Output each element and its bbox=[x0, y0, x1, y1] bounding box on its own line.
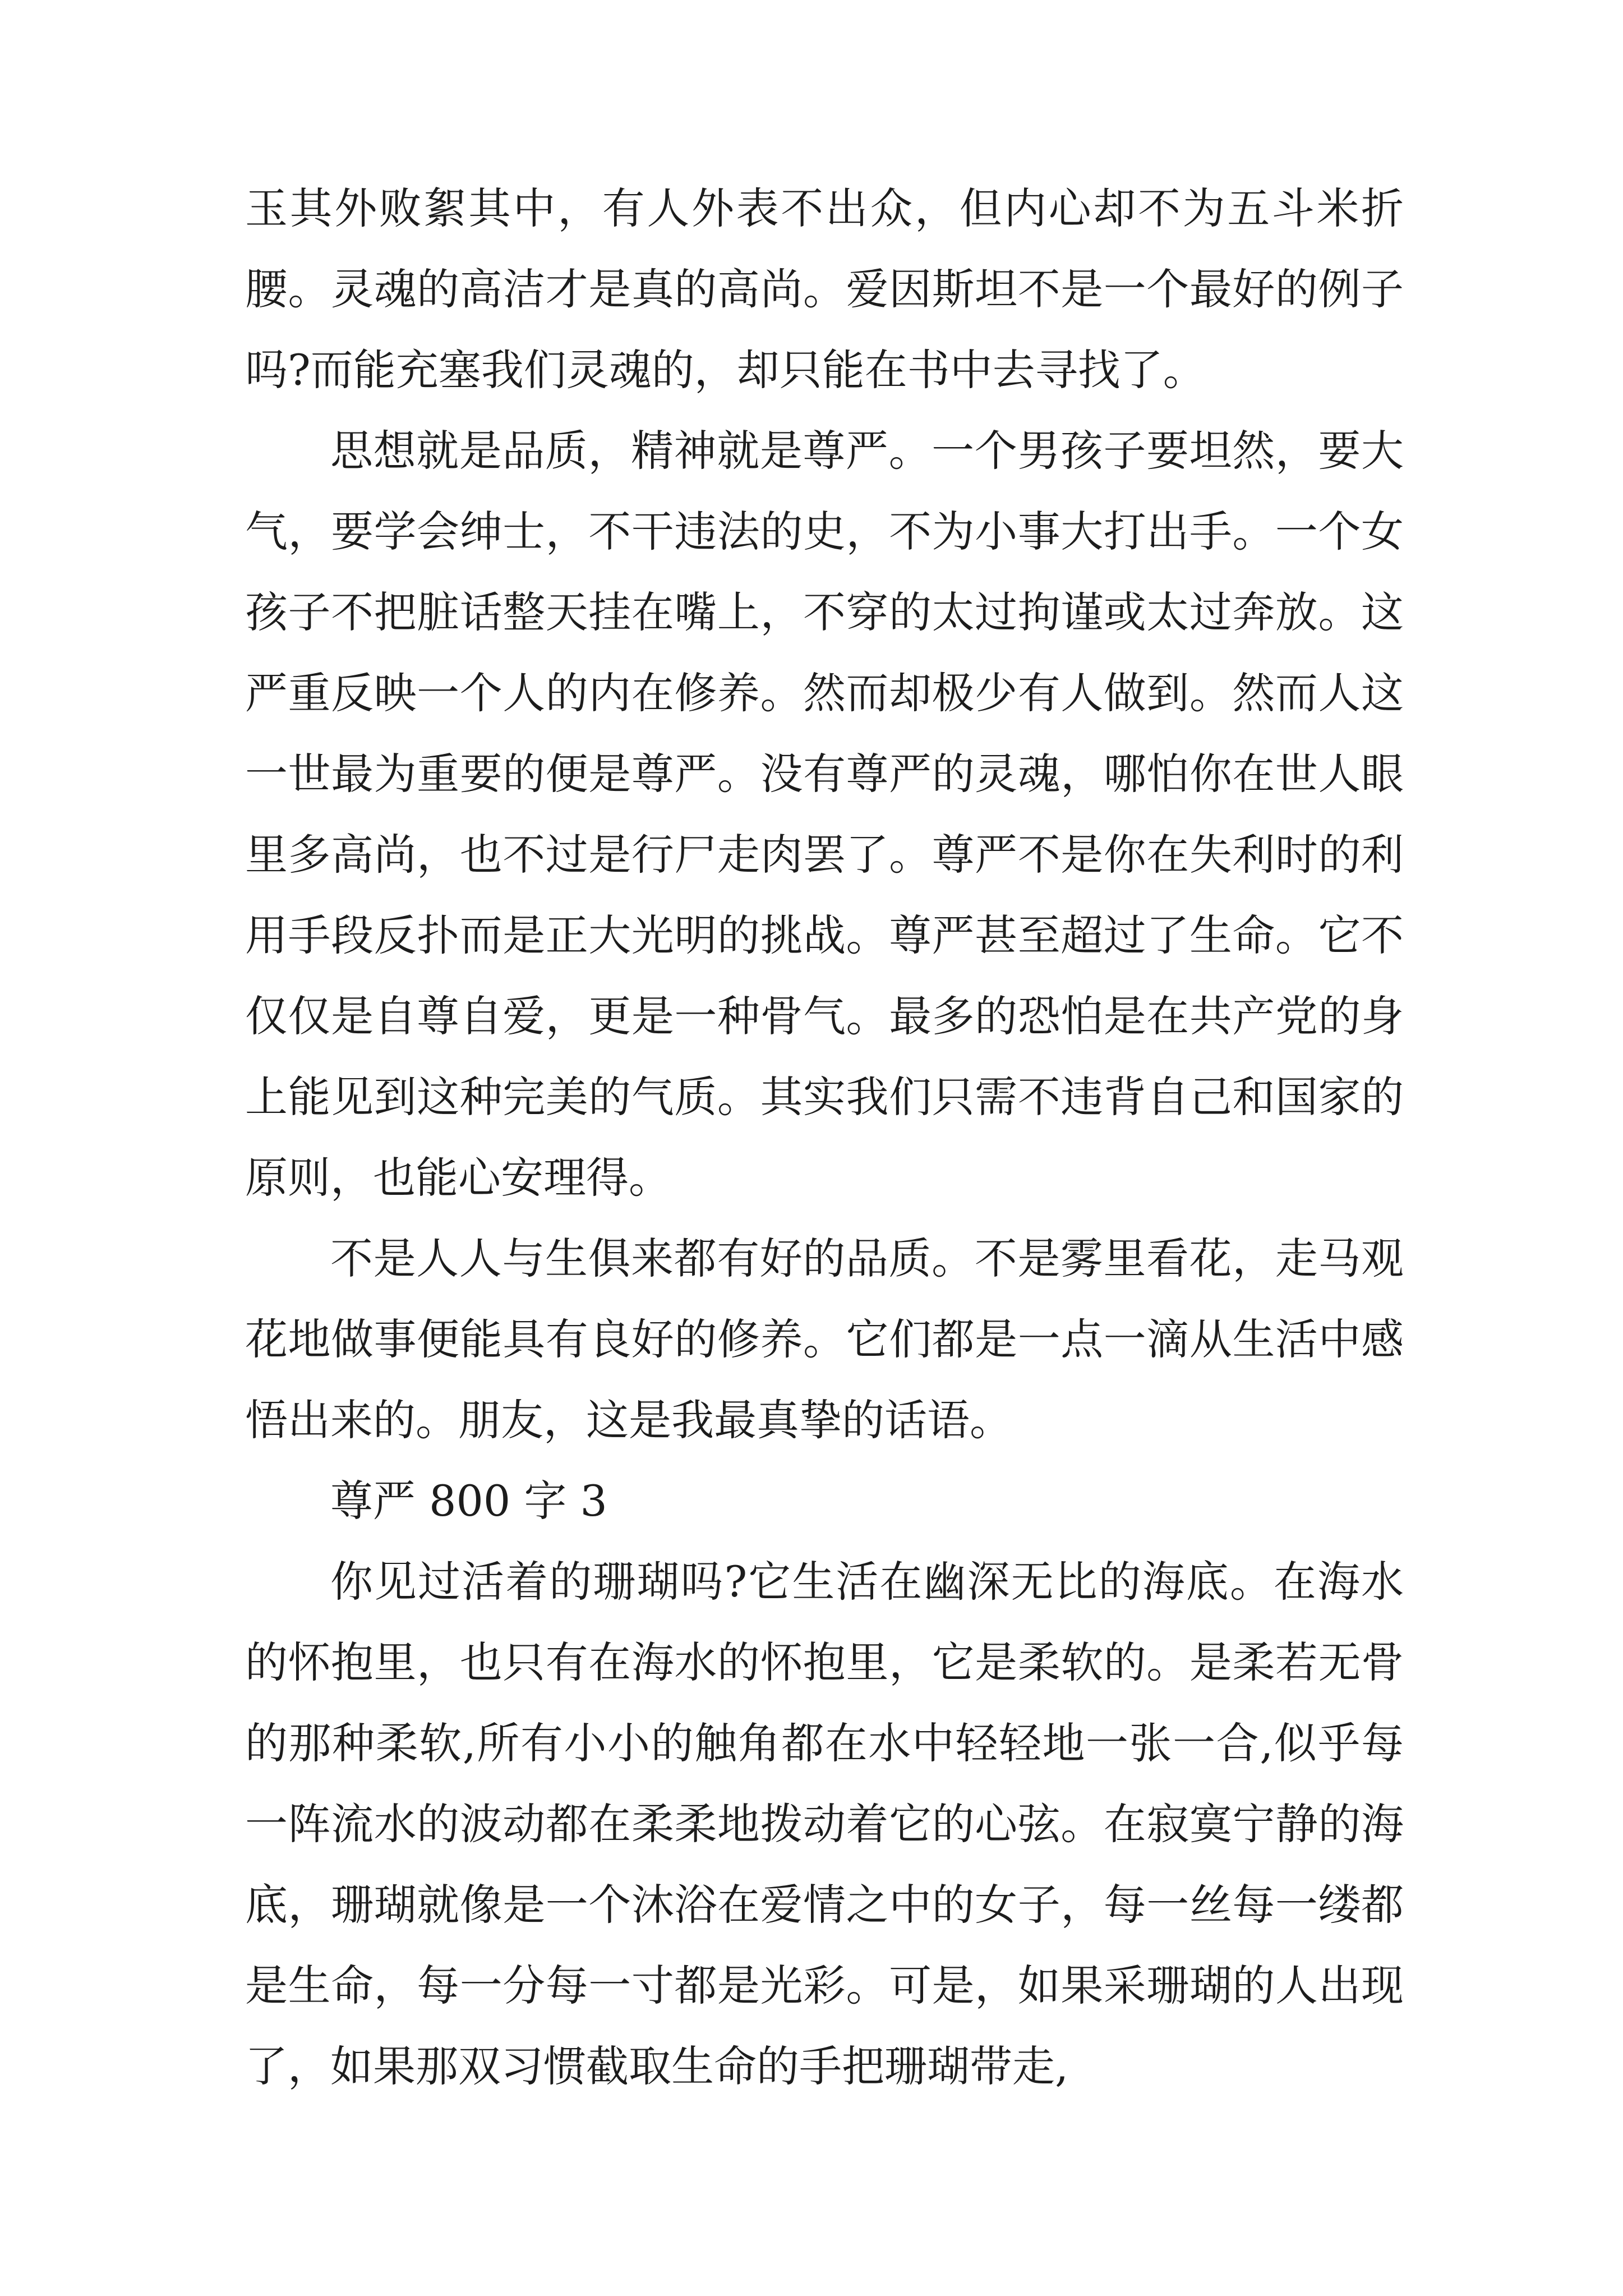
paragraph-coral: 你见过活着的珊瑚吗?它生活在幽深无比的海底。在海水的怀抱里，也只有在海水的怀抱里，它是柔软的。是柔若无骨的那种柔软,所有小小的触角都在水中轻轻地一张一合,似乎每一阵流水的波动都在柔柔地拨动着它的心弦。在寂寞宁静的海底，珊瑚就像是一个沐浴在爱情之中的女子，每一丝每一缕都是生命，每一分每一寸都是光彩。可是，如果采珊瑚的人出现了，如果那双习惯截取生命的手把珊瑚带走, bbox=[245, 1557, 1404, 2091]
paragraph-continuation: 玉其外败絮其中，有人外表不出众，但内心却不为五斗米折腰。灵魂的高洁才是真的高尚。爱因斯坦不是一个最好的例子吗?而能充塞我们灵魂的，却只能在书中去寻找了。 bbox=[245, 183, 1404, 395]
paragraph-quality: 不是人人与生俱来都有好的品质。不是雾里看花，走马观花地做事便能具有良好的修养。它们都是一点一滴从生活中感悟出来的。朋友，这是我最真挚的话语。 bbox=[245, 1234, 1404, 1445]
document-body bbox=[245, 168, 1404, 2107]
paragraph-dignity: 思想就是品质，精神就是尊严。一个男孩子要坦然，要大气，要学会绅士，不干违法的史，不为小事大打出手。一个女孩子不把脏话整天挂在嘴上，不穿的太过拘谨或太过奔放。这严重反映一个人的内在修养。然而却极少有人做到。然而人这一世最为重要的便是尊严。没有尊严的灵魂，哪怕你在世人眼里多高尚，也不过是行尸走肉罢了。尊严不是你在失利时的利用手段反扑而是正大光明的挑战。尊严甚至超过了生命。它不仅仅是自尊自爱，更是一种骨气。最多的恐怕是在共产党的身上能见到这种完美的气质。其实我们只需不违背自己和国家的原则，也能心安理得。 bbox=[245, 426, 1404, 1203]
section-heading: 尊严 800 字 3 bbox=[330, 1476, 607, 1526]
